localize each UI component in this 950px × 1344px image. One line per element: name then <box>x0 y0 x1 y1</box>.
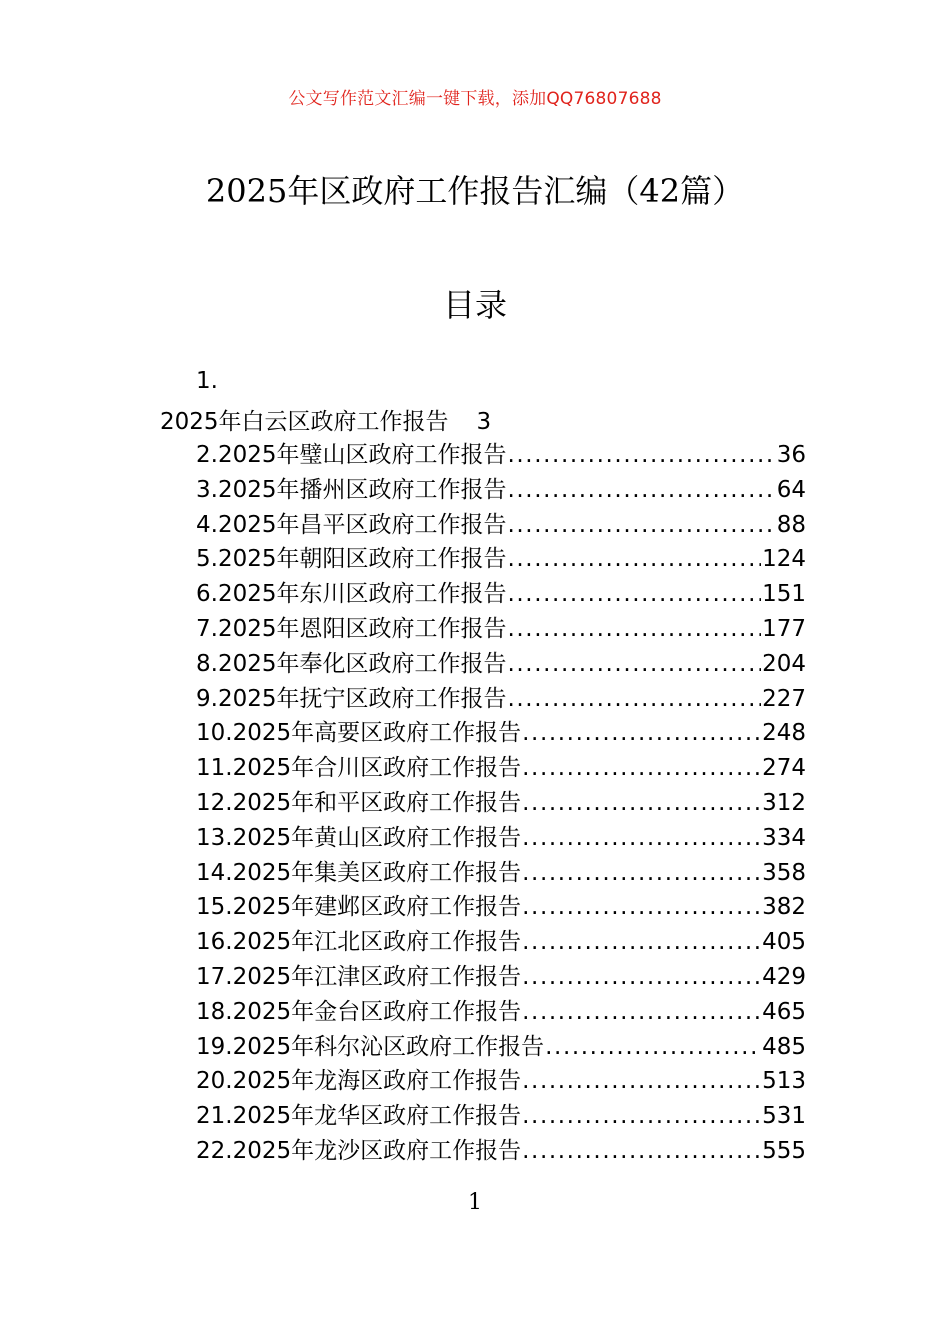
dot-leader <box>522 751 761 786</box>
toc-item-page: 227 <box>762 685 806 712</box>
toc-item-title: 19.2025年科尔沁区政府工作报告 <box>196 1033 545 1060</box>
toc-item-page: 151 <box>762 581 806 608</box>
dot-leader <box>507 682 761 717</box>
toc-item[interactable] <box>196 647 806 682</box>
toc-item-title: 2025年白云区政府工作报告 <box>160 409 449 435</box>
toc-item-page: 312 <box>762 789 806 816</box>
toc-item-page: 465 <box>762 998 806 1025</box>
toc-item-page: 204 <box>762 650 806 677</box>
dot-leader <box>522 1134 761 1169</box>
toc-item-page: 358 <box>762 859 806 886</box>
toc-item-page: 88 <box>776 511 806 538</box>
dot-leader <box>522 995 761 1030</box>
toc-item[interactable] <box>196 751 806 786</box>
dot-leader <box>522 856 761 891</box>
toc-item[interactable] <box>196 821 806 856</box>
toc-item-page: 3 <box>476 409 492 435</box>
toc-item-page: 248 <box>762 720 806 747</box>
toc-item-title: 11.2025年合川区政府工作报告 <box>196 755 522 782</box>
toc-item-title: 16.2025年江北区政府工作报告 <box>196 929 522 956</box>
download-banner: 公文写作范文汇编一键下载，添加QQ76807688 <box>288 89 662 109</box>
toc-item-title: 14.2025年集美区政府工作报告 <box>196 859 522 886</box>
toc-item-page: 555 <box>762 1137 806 1164</box>
toc-item[interactable] <box>196 960 806 995</box>
toc-item-1[interactable] <box>160 403 491 436</box>
toc-item[interactable] <box>196 1134 806 1169</box>
toc-item[interactable] <box>196 925 806 960</box>
toc-item[interactable] <box>196 508 806 543</box>
toc-item-page: 405 <box>762 929 806 956</box>
dot-leader <box>545 1030 761 1065</box>
dot-leader <box>507 508 775 543</box>
dot-leader <box>507 577 761 612</box>
toc-item[interactable] <box>196 1099 806 1134</box>
toc-item[interactable] <box>196 473 806 508</box>
toc-item[interactable] <box>196 716 806 751</box>
dot-leader <box>522 960 761 995</box>
dot-leader <box>522 890 761 925</box>
toc-item[interactable] <box>196 438 806 473</box>
toc-item-title: 20.2025年龙海区政府工作报告 <box>196 1068 522 1095</box>
dot-leader <box>522 716 761 751</box>
dot-leader <box>507 542 761 577</box>
toc-heading: 目录 <box>442 286 507 324</box>
toc-item-title: 3.2025年播州区政府工作报告 <box>196 476 507 503</box>
toc-item[interactable] <box>196 786 806 821</box>
dot-leader <box>507 438 775 473</box>
toc-item-title: 15.2025年建邺区政府工作报告 <box>196 894 522 921</box>
toc-item-title: 8.2025年奉化区政府工作报告 <box>196 650 507 677</box>
toc-item-page: 382 <box>762 894 806 921</box>
toc-item-page: 429 <box>762 963 806 990</box>
dot-leader <box>507 647 761 682</box>
toc-item-title: 2.2025年璧山区政府工作报告 <box>196 442 507 468</box>
dot-leader <box>522 1099 761 1134</box>
toc-item[interactable] <box>196 542 806 577</box>
toc-item-page: 124 <box>762 546 806 573</box>
toc-item-1-number: 1. <box>196 368 218 394</box>
toc-item[interactable] <box>196 682 806 717</box>
toc-item-title: 6.2025年东川区政府工作报告 <box>196 581 507 608</box>
toc-item-title: 21.2025年龙华区政府工作报告 <box>196 1103 522 1130</box>
dot-leader <box>522 1064 761 1099</box>
toc-item-title: 18.2025年金台区政府工作报告 <box>196 998 522 1025</box>
document-title: 2025年区政府工作报告汇编（42篇） <box>205 172 745 210</box>
dot-leader <box>522 925 761 960</box>
toc-item[interactable] <box>196 612 806 647</box>
toc-item-title: 12.2025年和平区政府工作报告 <box>196 789 522 816</box>
toc-item-page: 513 <box>762 1068 806 1095</box>
toc-item-page: 531 <box>762 1103 806 1130</box>
toc-item-title: 10.2025年高要区政府工作报告 <box>196 720 522 747</box>
toc-item[interactable] <box>196 577 806 612</box>
toc-item-title: 9.2025年抚宁区政府工作报告 <box>196 685 507 712</box>
toc-item[interactable] <box>196 1064 806 1099</box>
toc-item-page: 64 <box>776 476 806 503</box>
toc-item-title: 5.2025年朝阳区政府工作报告 <box>196 546 507 573</box>
toc-item-title: 22.2025年龙沙区政府工作报告 <box>196 1137 522 1164</box>
dot-leader <box>507 473 775 508</box>
toc-item-title: 7.2025年恩阳区政府工作报告 <box>196 615 507 642</box>
toc-item-page: 485 <box>762 1033 806 1060</box>
toc-item-title: 4.2025年昌平区政府工作报告 <box>196 511 507 538</box>
dot-leader <box>522 786 761 821</box>
toc-item-page: 177 <box>762 615 806 642</box>
toc-item[interactable] <box>196 1030 806 1065</box>
dot-leader <box>507 612 761 647</box>
dot-leader <box>522 821 761 856</box>
toc-item-page: 334 <box>762 824 806 851</box>
toc-item[interactable] <box>196 995 806 1030</box>
toc-item-page: 36 <box>776 442 806 468</box>
page-number: 1 <box>468 1190 482 1215</box>
toc-item[interactable] <box>196 856 806 891</box>
toc-item[interactable] <box>196 890 806 925</box>
toc-item-page: 274 <box>762 755 806 782</box>
toc-item-title: 17.2025年江津区政府工作报告 <box>196 963 522 990</box>
toc-item-title: 13.2025年黄山区政府工作报告 <box>196 824 522 851</box>
toc-list <box>196 438 806 1169</box>
